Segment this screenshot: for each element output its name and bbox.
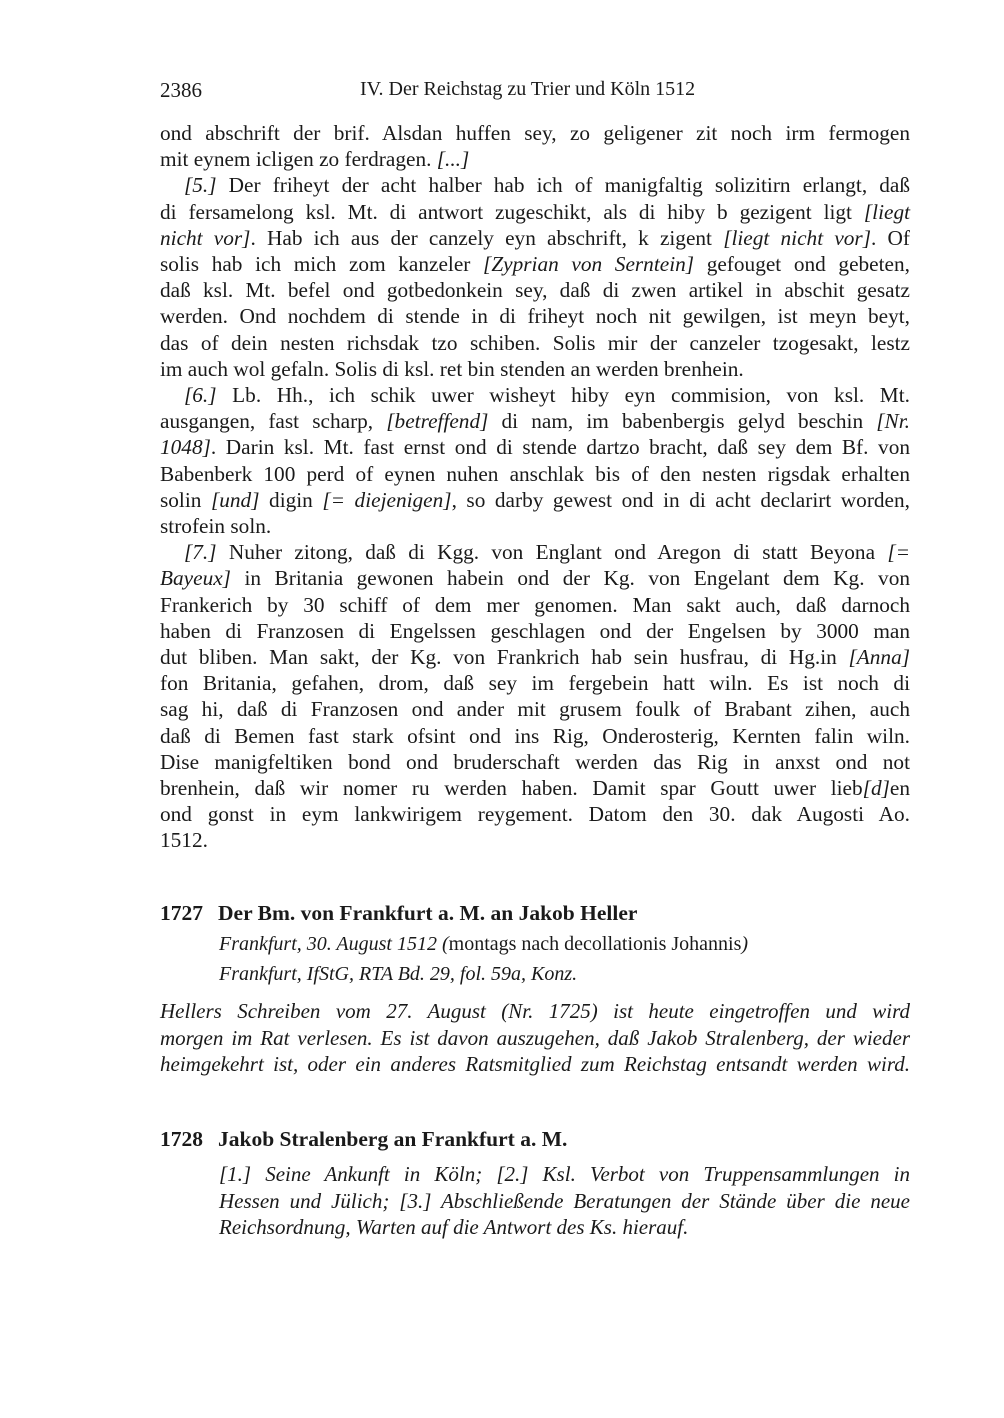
paragraph-marker: [7.]	[184, 540, 217, 565]
paragraph-5-line: di fersamelong ksl. Mt. di antwort zugeschikt, als di hiby b gezigent ligt [liegt	[160, 199, 911, 224]
entry-heading	[160, 1127, 910, 1152]
entry-number: 1727	[160, 901, 203, 925]
paragraph-7-line: daß di Bemen fast stark ofsint ond ins Rig, Onderosterig, Kernten falin wiln.	[160, 723, 910, 748]
paragraph-5-line: solis hab ich mich zom kanzeler [Zyprian von Serntein] gefouget ond gebeten,	[160, 252, 910, 277]
page-number: 2386	[160, 78, 202, 102]
entry-title: Jakob Stralenberg an Frankfurt a. M.	[218, 1127, 568, 1151]
entry-title: Der Bm. von Frankfurt a. M. an Jakob Heller	[218, 901, 638, 925]
entry-source: Frankfurt, IfStG, RTA Bd. 29, fol. 59a, Konz.	[219, 963, 578, 985]
editorial-omission: [...]	[436, 147, 470, 172]
paragraph-7-line: Frankerich by 30 schiff of dem mer genomen. Man sakt auch, daß darnoch	[160, 592, 910, 617]
entry-1727	[160, 901, 910, 1078]
entry-summary: Hellers Schreiben vom 27. August (Nr. 1725) ist heute eingetroffen und wird morgen im Rat verlesen. Es ist davon auszugehen, daß Jakob Stralenberg, der wieder heimgekehrt ist, oder ein anderes Ratsmitglied zum Reichstag entsandt werden wird.	[160, 999, 910, 1076]
paragraph-5-line: im auch wol gefaln. Solis di ksl. ret bin stenden an werden brenhein.	[160, 356, 744, 381]
entry-number: 1728	[160, 1127, 203, 1151]
paragraph-5-line: nicht vor]. Hab ich aus der canzely eyn abschrift, k zigent [liegt nicht vor]. Of	[160, 225, 910, 250]
entry-date-line: Frankfurt, 30. August 1512 (montags nach decollationis Johannis)	[219, 933, 749, 955]
paragraph-7-line: 1512.	[160, 828, 208, 853]
paragraph-7-line: ond gonst in eym lankwirigem reygement. Datom den 30. dak Augosti Ao.	[160, 802, 910, 827]
paragraph-7-line: Dise manigfeltiken bond ond bruderschaft werden das Rig in anxst ond not	[160, 749, 910, 774]
paragraph-6-line: ausgangen, fast scharp, [betreffend] di nam, im babenbergis gelyd beschin [Nr.	[160, 409, 910, 434]
paragraph-5-line: [5.] Der friheyt der acht halber hab ich of manigfaltig solizitirn erlangt, daß	[184, 173, 910, 198]
running-head-title: IV. Der Reichstag zu Trier und Köln 1512	[360, 78, 696, 100]
paragraph-7-line: dut bliben. Man sakt, der Kg. von Frankrich hab sein husfrau, di Hg.in [Anna]	[160, 645, 910, 670]
paragraph-6-line: [6.] Lb. Hh., ich schik uwer wisheyt hiby eyn commision, von ksl. Mt.	[184, 383, 910, 408]
paragraph-marker: [6.]	[184, 383, 217, 408]
paragraph-5-line: werden. Ond nochdem di stende in di friheyt noch nit gewilgen, ist meyn beyt,	[160, 304, 910, 329]
paragraph-5-line: daß ksl. Mt. befel ond gotbedonkein sey, daß di zwen artikel in abschit gesatz	[160, 278, 910, 303]
entry-summary: [1.] Seine Ankunft in Köln; [2.] Ksl. Verbot von Truppensammlungen in Hessen und Jülich; [3.] Abschließende Beratungen der Stände über die neue Reichsordnung, Warten auf die Antwort des Ks. hierauf.	[219, 1162, 910, 1239]
running-head	[160, 78, 910, 108]
entry-1728	[160, 1127, 910, 1241]
text-line: mit eynem icligen zo ferdragen. [...]	[160, 147, 470, 172]
paragraph-7-line: brenhein, daß wir nomer ru werden haben. Damit spar Goutt uwer lieb[d]en	[160, 776, 910, 801]
paragraph-7-line: haben di Franzosen di Engelssen geschlagen ond der Engelsen by 3000 man	[160, 618, 910, 643]
paragraph-marker: [5.]	[184, 173, 217, 198]
paragraph-7-line: sag hi, daß di Franzosen ond ander mit grusem foulk of Brabant zihen, auch	[160, 697, 910, 722]
paragraph-6-line: 1048]. Darin ksl. Mt. fast ernst ond di stende dartzo bracht, daß sey dem Bf. von	[160, 435, 910, 460]
paragraph-6-line: strofein soln.	[160, 514, 272, 539]
letter-body	[160, 120, 910, 854]
paragraph-5-line: das of dein nesten richsdak tzo schiben. Solis mir der canzeler tzogesakt, lestz	[160, 330, 910, 355]
paragraph-7-line: Bayeux] in Britania gewonen habein ond der Kg. von Engelant dem Kg. von	[160, 566, 910, 591]
paragraph-6-line: Babenberk 100 perd of eynen nuhen anschlak bis of den nesten rigsdak erhalten	[160, 461, 910, 486]
paragraph-7-line: [7.] Nuher zitong, daß di Kgg. von Englant ond Aregon di statt Beyona [=	[184, 540, 910, 565]
entry-heading	[160, 901, 910, 926]
paragraph-6-line: solin [und] digin [= diejenigen], so darby gewest ond in di acht declarirt worden,	[160, 487, 910, 512]
paragraph-7-line: fon Britania, gefahen, drom, daß sey im fergebein hatt wiln. Es ist noch di	[160, 671, 910, 696]
text-line: ond abschrift der brif. Alsdan huffen sey, zo geligener zit noch irm fermogen	[160, 121, 910, 145]
